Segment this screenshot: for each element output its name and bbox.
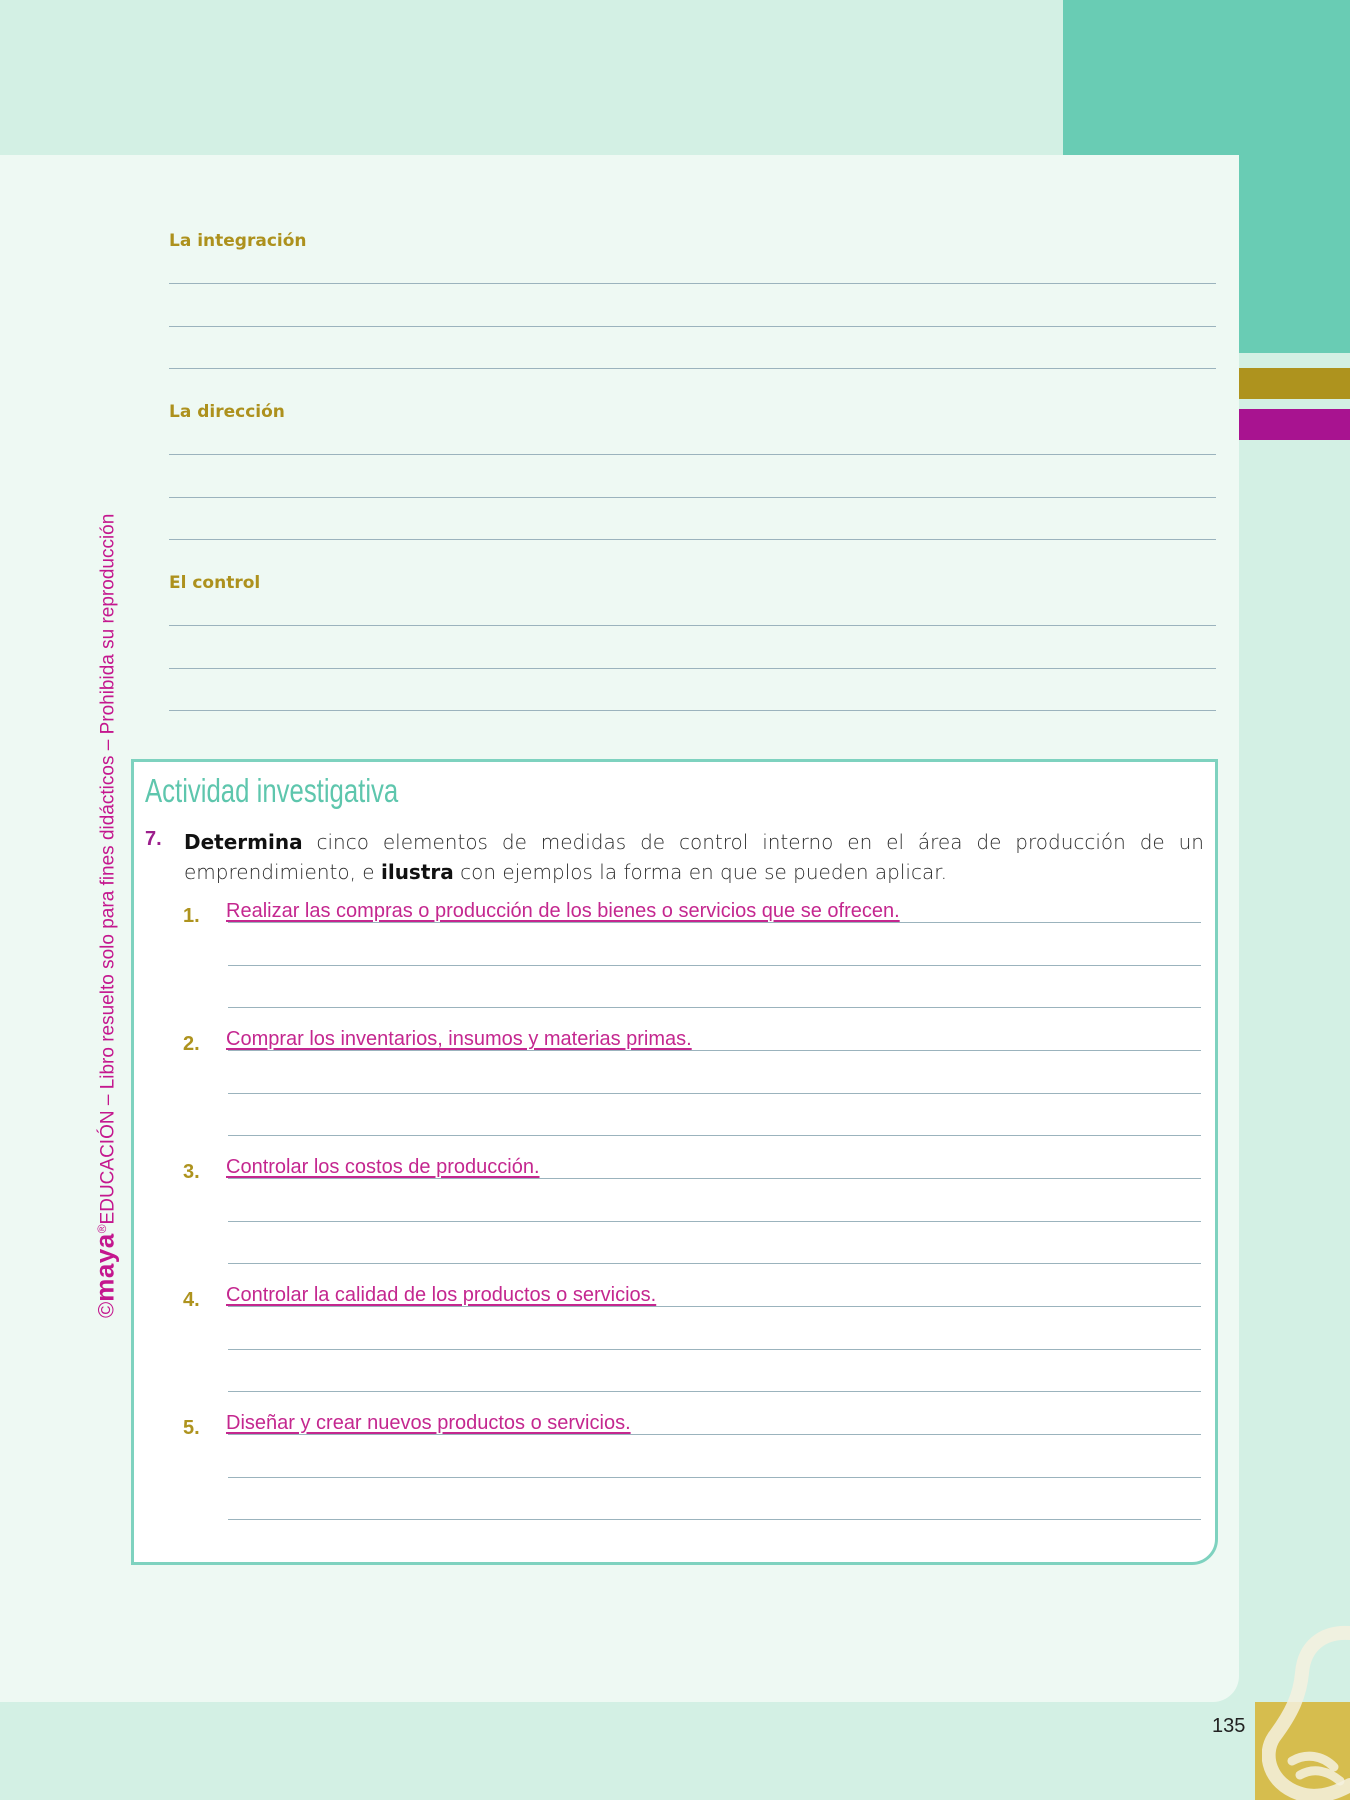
writing-line[interactable] [169,326,1216,327]
hand-illustration-icon [1262,1625,1350,1800]
registered-symbol: ® [95,1224,109,1234]
question-text-part1: cinco elementos de medidas de control interno en el área de producción de un emprendimiento, e [184,830,1204,884]
answer-text: Realizar las compras o producción de los bienes o servicios que se ofrecen. [226,900,900,922]
answer-line[interactable] [228,1007,1201,1008]
answer-line[interactable] [228,1391,1201,1392]
answer-number: 3. [183,1161,200,1183]
question-verb-determina: Determina [184,830,303,854]
answer-text: Controlar los costos de producción. [226,1156,540,1178]
answer-line[interactable] [228,1349,1201,1350]
section-title-integracion: La integración [169,231,307,251]
writing-line[interactable] [169,668,1216,669]
answer-text: Comprar los inventarios, insumos y materias primas. [226,1028,692,1050]
answer-line[interactable] [228,1093,1201,1094]
activity-title: Actividad investigativa [145,772,399,809]
answer-line[interactable] [228,1050,1201,1051]
section-title-direccion: La dirección [169,402,285,422]
olive-tab-strip [1239,368,1350,399]
question-text-part2: con ejemplos la forma en que se pueden aplicar. [453,860,947,884]
answer-line[interactable] [228,1306,1201,1307]
writing-line[interactable] [169,368,1216,369]
writing-line[interactable] [169,283,1216,284]
magenta-tab-strip [1239,409,1350,440]
writing-line[interactable] [169,710,1216,711]
answer-text: Diseñar y crear nuevos productos o servicios. [226,1412,631,1434]
answer-text: Controlar la calidad de los productos o servicios. [226,1284,657,1306]
answer-number: 1. [183,905,200,927]
copyright-text: EDUCACIÓN – Libro resuelto solo para fines didácticos – Prohibida su reproducción [97,513,119,1225]
answer-line[interactable] [228,1519,1201,1520]
answer-line[interactable] [228,1221,1201,1222]
answer-line[interactable] [228,1434,1201,1435]
answer-number: 2. [183,1033,200,1055]
answer-line[interactable] [228,1477,1201,1478]
answer-line[interactable] [228,922,1201,923]
question-number: 7. [145,828,162,850]
section-title-control: El control [169,573,261,593]
writing-line[interactable] [169,454,1216,455]
answer-number: 5. [183,1417,200,1439]
page-number: 135 [1212,1715,1246,1737]
writing-line[interactable] [169,539,1216,540]
copyright-symbol: © [93,1301,119,1318]
writing-line[interactable] [169,625,1216,626]
question-text [184,827,1204,887]
answer-line[interactable] [228,1178,1201,1179]
answer-line[interactable] [228,1263,1201,1264]
brand-name: maya [89,1233,120,1302]
answer-number: 4. [183,1289,200,1311]
side-copyright-notice [84,488,120,1318]
answer-line[interactable] [228,965,1201,966]
answer-line[interactable] [228,1135,1201,1136]
writing-line[interactable] [169,497,1216,498]
question-verb-ilustra: ilustra [380,860,454,884]
